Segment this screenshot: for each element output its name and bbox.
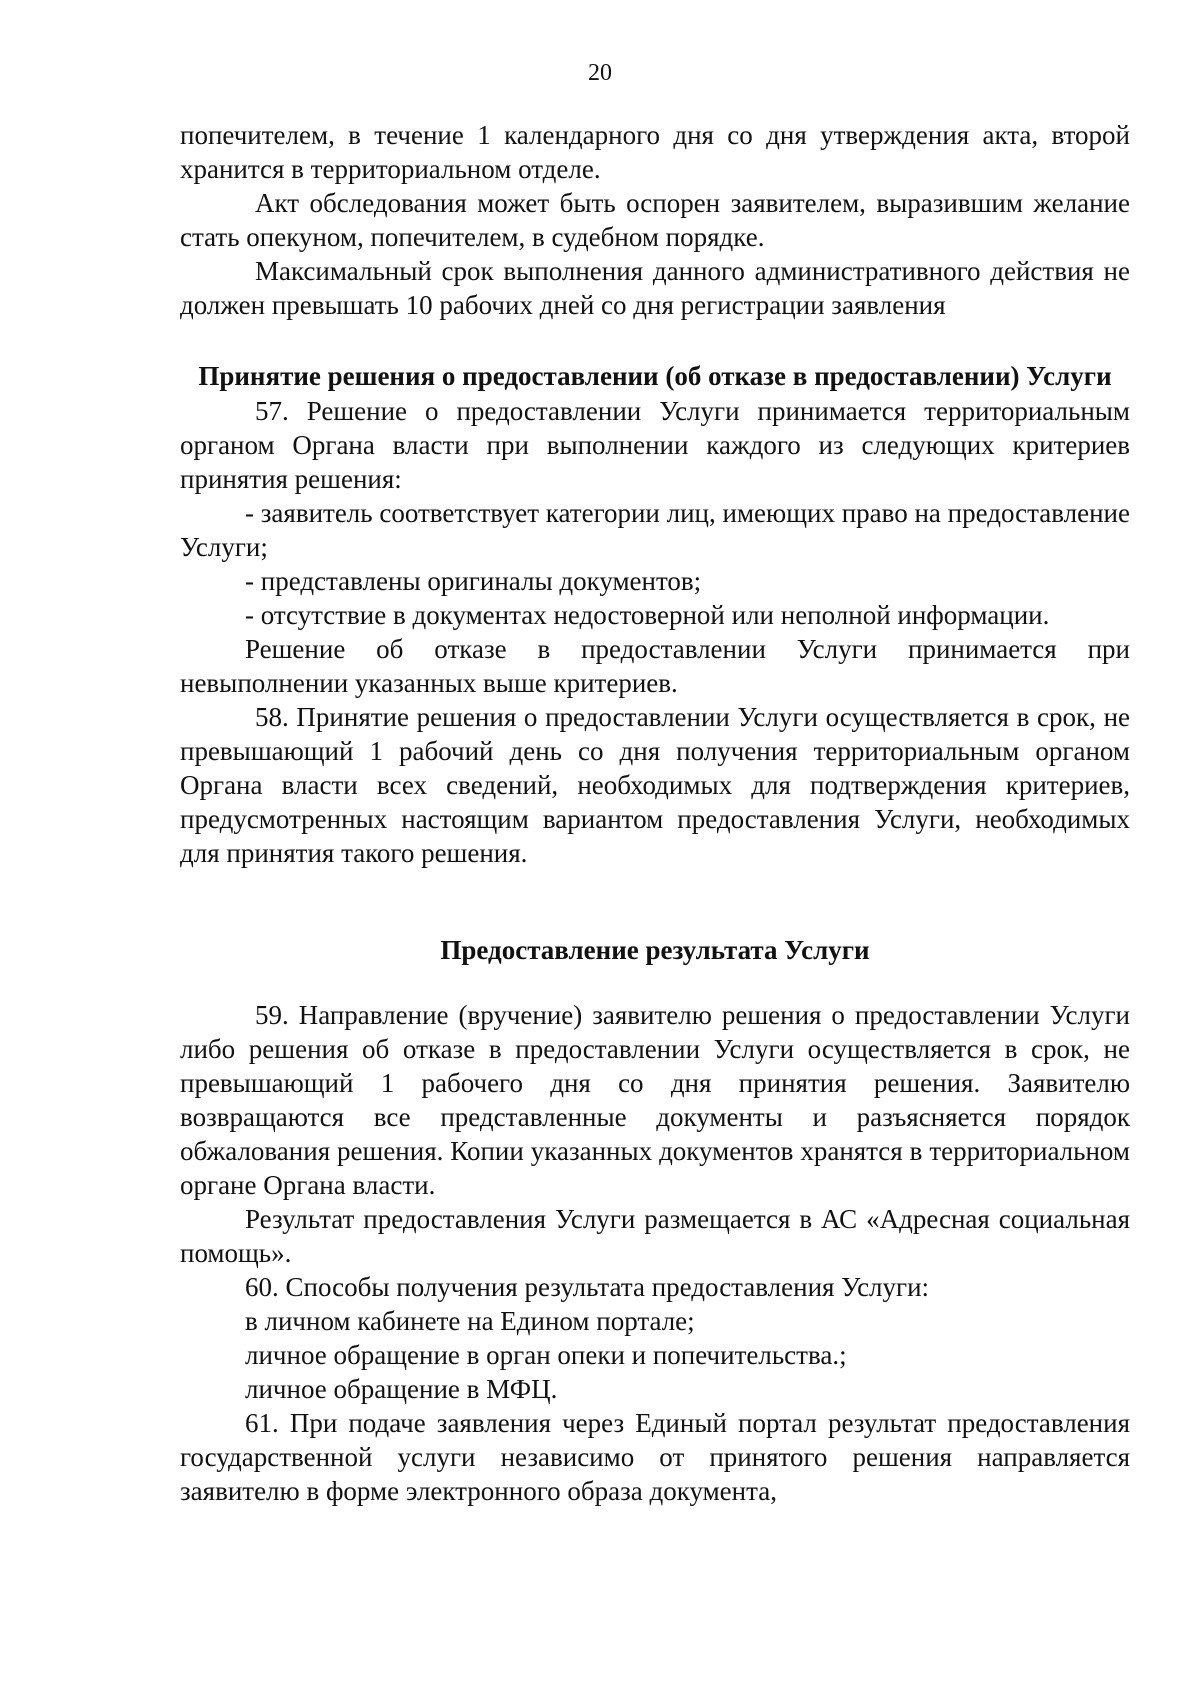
paragraph-refusal: Решение об отказе в предоставлении Услуги принимается при невыполнении указанных выше критериев. <box>180 634 1130 698</box>
paragraph-60: 60. Способы получения результата предоставления Услуги: <box>245 1272 930 1302</box>
document-body <box>180 118 1130 1508</box>
paragraph-57: 57. Решение о предоставлении Услуги принимается территориальным органом Органа власти при выполнении каждого из следующих критериев принятия решения: <box>180 396 1130 494</box>
method-item: личное обращение в орган опеки и попечительства.; <box>245 1340 847 1370</box>
paragraph-result-posted: Результат предоставления Услуги размещается в АС «Адресная социальная помощь». <box>180 1204 1130 1268</box>
method-item: в личном кабинете на Едином портале; <box>245 1306 695 1336</box>
criterion-item: - отсутствие в документах недостоверной или неполной информации. <box>245 600 1050 630</box>
paragraph-max-term: Максимальный срок выполнения данного административного действия не должен превышать 10 рабочих дней со дня регистрации заявления <box>180 256 1130 320</box>
paragraph-intro: попечителем, в течение 1 календарного дня со дня утверждения акта, второй хранится в территориальном отделе. <box>180 120 1130 184</box>
heading-result: Предоставление результата Услуги <box>440 935 870 965</box>
page-number: 20 <box>588 60 612 86</box>
paragraph-59: 59. Направление (вручение) заявителю решения о предоставлении Услуги либо решения об отказе в предоставлении Услуги осуществляется в срок, не превышающий 1 рабочего дня со дня принятия решения. Заявителю возвращаются все представленные документы и разъясняется порядок обжалования решения. Копии указанных документов хранятся в территориальном органе Органа власти. <box>180 1000 1130 1200</box>
paragraph-61: 61. При подаче заявления через Единый портал результат предоставления государственной услуги независимо от принятого решения направляется заявителю в форме электронного образа документа, <box>180 1408 1130 1506</box>
paragraph-act: Акт обследования может быть оспорен заявителем, выразившим желание стать опекуном, попечителем, в судебном порядке. <box>180 188 1130 252</box>
method-item: личное обращение в МФЦ. <box>245 1374 558 1404</box>
criterion-item: - заявитель соответствует категории лиц, имеющих право на предоставление Услуги; <box>180 498 1130 562</box>
paragraph-58: 58. Принятие решения о предоставлении Услуги осуществляется в срок, не превышающий 1 рабочий день со дня получения территориальным органом Органа власти всех сведений, необходимых для подтверждения критериев, предусмотренных настоящим вариантом предоставления Услуги, необходимых для принятия такого решения. <box>180 702 1130 868</box>
criterion-item: - представлены оригиналы документов; <box>245 566 702 596</box>
heading-decision: Принятие решения о предоставлении (об отказе в предоставлении) Услуги <box>198 361 1112 391</box>
